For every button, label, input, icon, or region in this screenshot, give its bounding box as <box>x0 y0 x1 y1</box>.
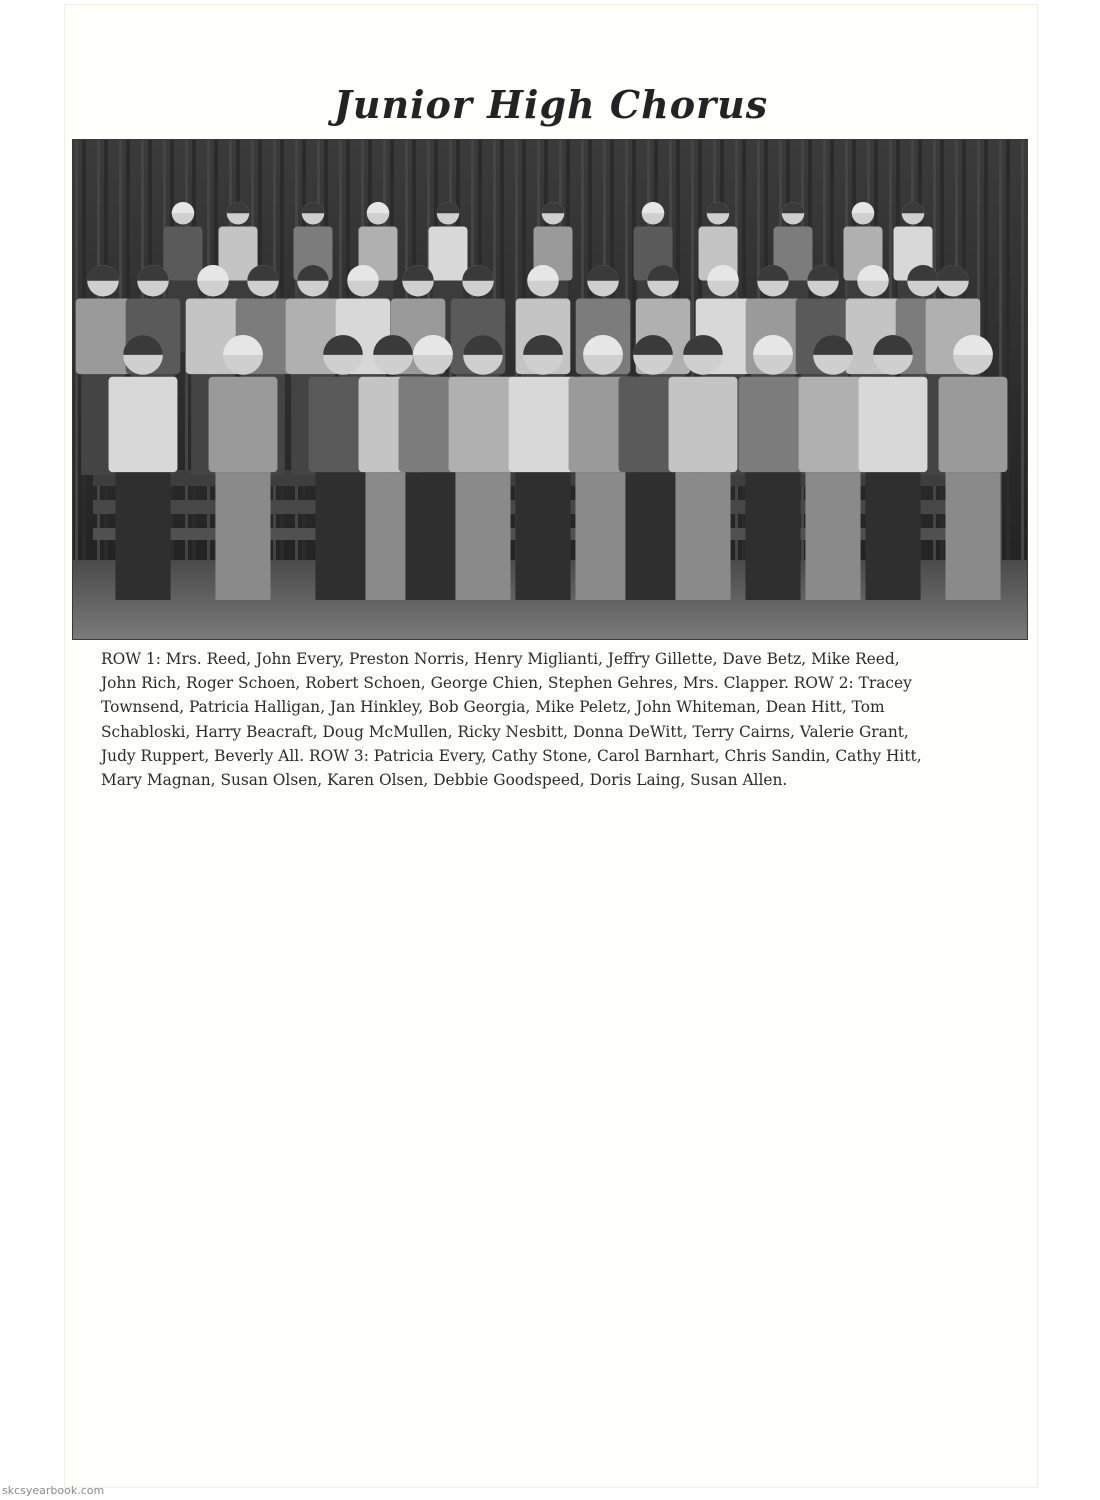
caption-line: Townsend, Patricia Halligan, Jan Hinkley, Bob Georgia, Mike Peletz, John Whiteman, Dean Hitt, Tom <box>101 698 885 717</box>
site-watermark: skcsyearbook.com <box>2 1484 105 1497</box>
caption-line: Judy Ruppert, Beverly All. ROW 3: Patricia Every, Cathy Stone, Carol Barnhart, Chris Sandin, Cathy Hitt, <box>101 746 922 765</box>
caption-line: John Rich, Roger Schoen, Robert Schoen, George Chien, Stephen Gehres, Mrs. Clapper. ROW 2: Tracey <box>101 674 912 693</box>
photo-caption <box>101 647 1011 792</box>
group-photo-image <box>73 140 1027 639</box>
yearbook-page <box>64 4 1038 1488</box>
caption-line: Schabloski, Harry Beacraft, Doug McMullen, Ricky Nesbitt, Donna DeWitt, Terry Cairns, Valerie Grant, <box>101 722 909 741</box>
caption-line: Mary Magnan, Susan Olsen, Karen Olsen, Debbie Goodspeed, Doris Laing, Susan Allen. <box>101 771 788 790</box>
caption-line: ROW 1: Mrs. Reed, John Every, Preston Norris, Henry Miglianti, Jeffry Gillette, Dave Betz, Mike Reed, <box>101 650 900 668</box>
page-title: Junior High Chorus <box>333 82 769 127</box>
group-photo <box>72 139 1028 640</box>
